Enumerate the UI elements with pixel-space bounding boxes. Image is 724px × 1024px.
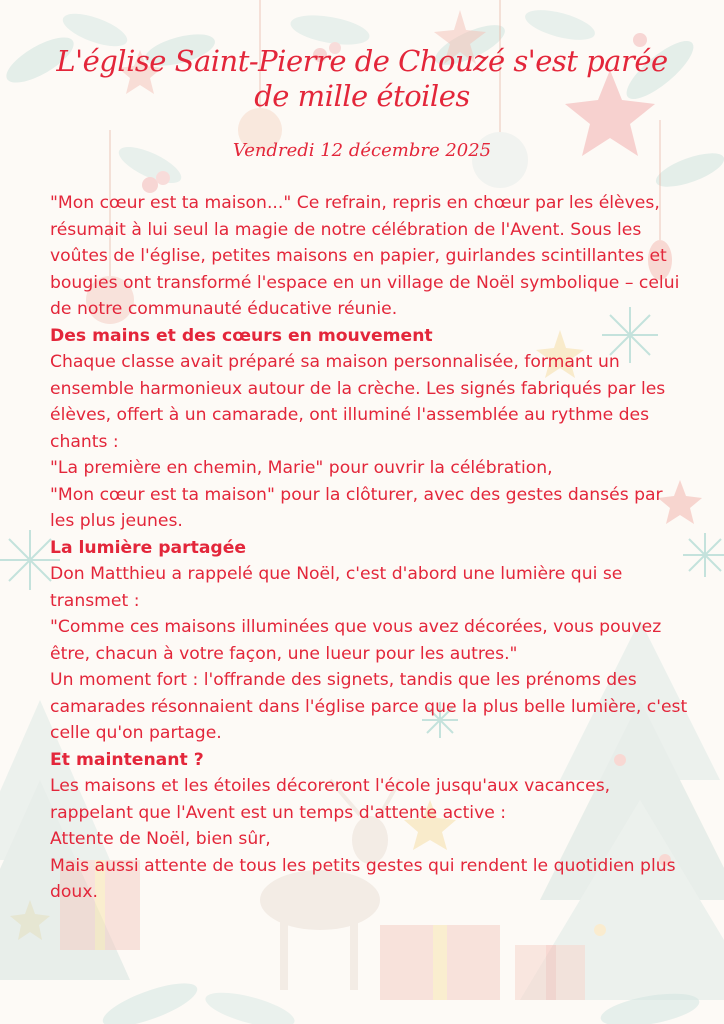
section-paragraph: "La première en chemin, Marie" pour ouvrir la célébration, <box>50 458 553 478</box>
page-title: L'église Saint-Pierre de Chouzé s'est parée de mille étoiles <box>56 44 668 113</box>
section-paragraph: "Comme ces maisons illuminées que vous avez décorées, vous pouvez être, chacun à votre façon, une lueur pour les autres." <box>50 617 662 664</box>
section-paragraph: Attente de Noël, bien sûr, <box>50 829 271 849</box>
section-heading: Et maintenant ? <box>50 749 204 770</box>
section-paragraph: Mais aussi attente de tous les petits gestes qui rendent le quotidien plus doux. <box>50 855 676 902</box>
section-paragraph: Les maisons et les étoiles décoreront l'école jusqu'aux vacances, rappelant que l'Avent est un temps d'attente active : <box>50 776 611 823</box>
section-paragraph: Un moment fort : l'offrande des signets, tandis que les prénoms des camarades résonnaient dans l'église parce que la plus belle lumière, c'est celle qu'on partage. <box>50 670 688 743</box>
intro-paragraph: "Mon cœur est ta maison..." Ce refrain, repris en chœur par les élèves, résumait à lui seul la magie de notre célébration de l'Avent. Sous les voûtes de l'église, petites maisons en papier, guirlandes scintillantes et bougies ont transformé l'espace en un village de Noël symbolique – celui de notre communauté éducative réunie. <box>50 193 680 319</box>
article-body <box>50 190 690 906</box>
section-paragraph: Chaque classe avait préparé sa maison personnalisée, formant un ensemble harmonieux autour de la crèche. Les signés fabriqués par les élèves, offert à un camarade, ont illuminé l'assemblée au rythme des chants : <box>50 352 666 452</box>
section-heading: La lumière partagée <box>50 537 247 558</box>
section-heading: Des mains et des cœurs en mouvement <box>50 325 433 346</box>
section-paragraph: Don Matthieu a rappelé que Noël, c'est d'abord une lumière qui se transmet : <box>50 564 623 611</box>
section-paragraph: "Mon cœur est ta maison" pour la clôturer, avec des gestes dansés par les plus jeunes. <box>50 484 663 531</box>
publication-date: Vendredi 12 décembre 2025 <box>232 140 492 161</box>
